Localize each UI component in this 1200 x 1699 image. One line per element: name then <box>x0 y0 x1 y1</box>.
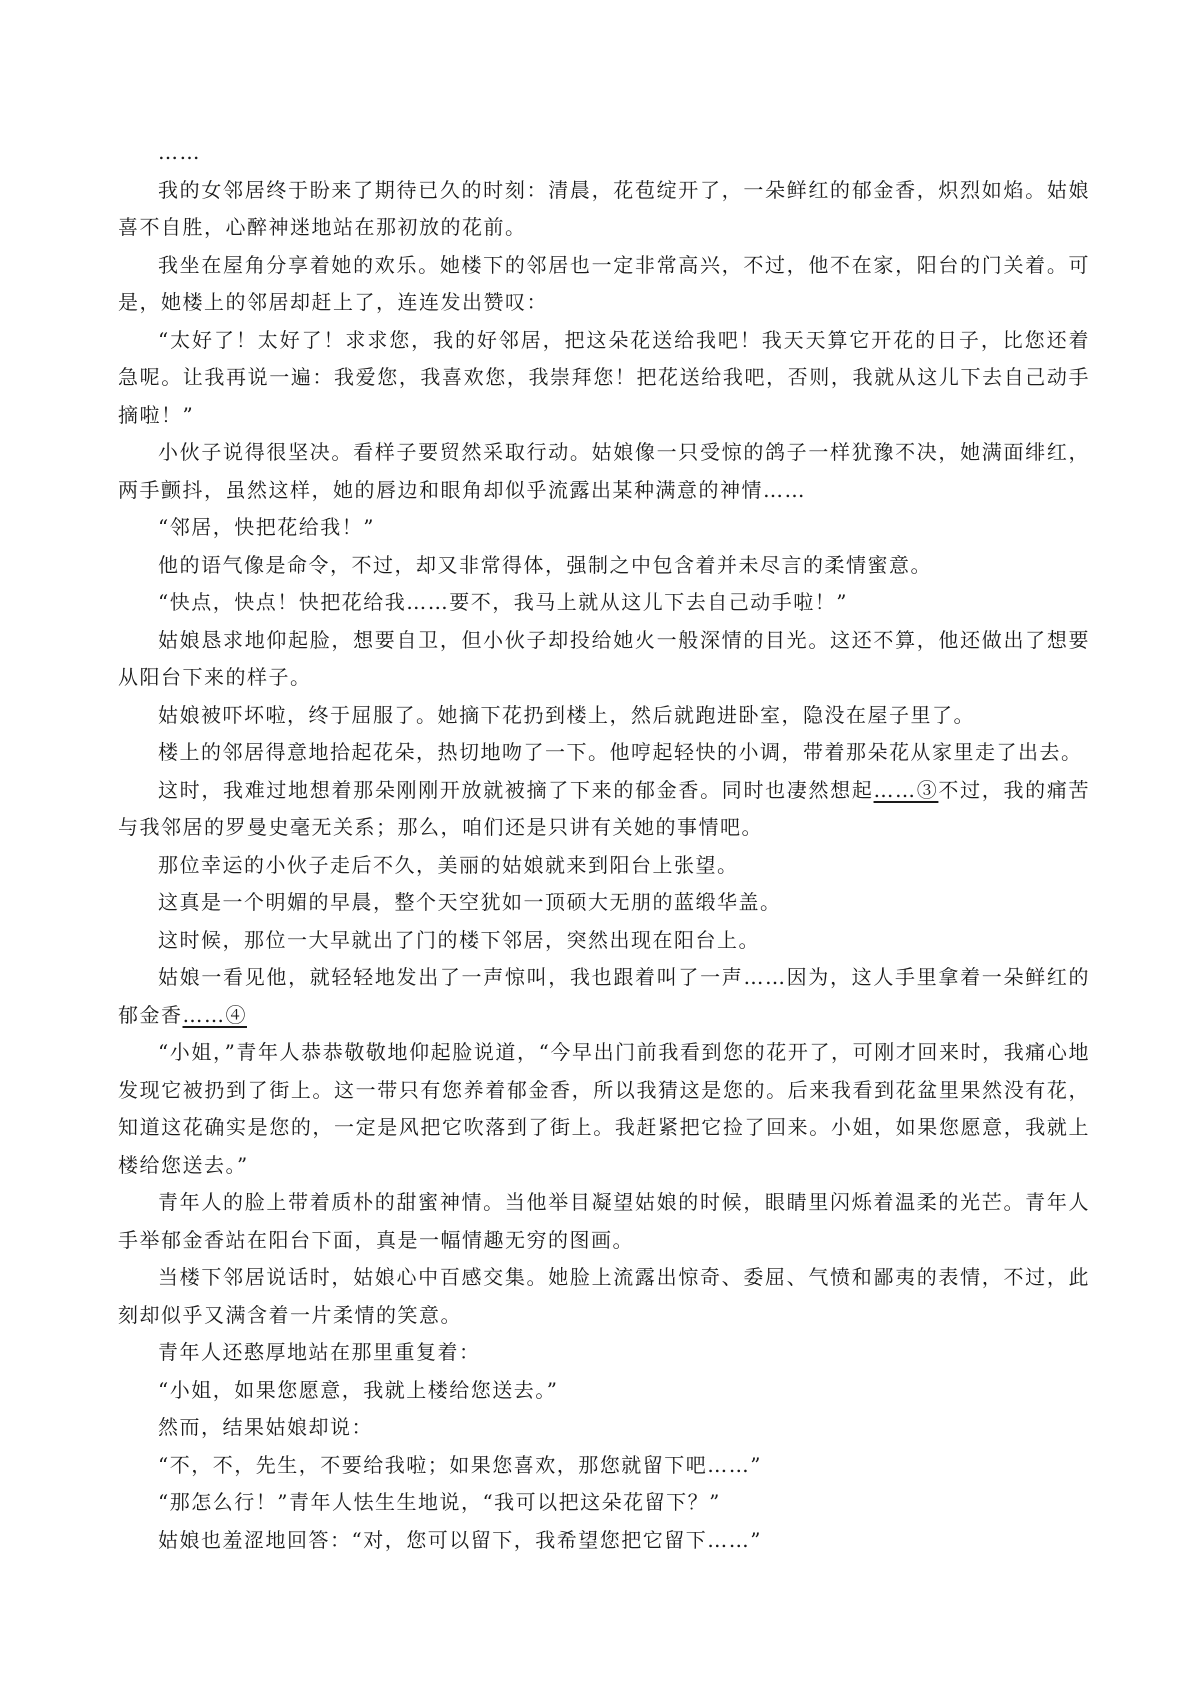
text-span: 姑娘一看见他，就轻轻地发出了一声惊叫，我也跟着叫了一声……因为，这人手里拿着一朵鲜红的郁金香 <box>118 965 1090 1027</box>
paragraph: 楼上的邻居得意地拾起花朵，热切地吻了一下。他哼起轻快的小调，带着那朵花从家里走了出去。 <box>158 740 1083 764</box>
article-body <box>118 134 1090 1559</box>
paragraph: 青年人还憨厚地站在那里重复着： <box>158 1340 481 1364</box>
paragraph: 姑娘恳求地仰起脸，想要自卫，但小伙子却投给她火一般深情的目光。这还不算，他还做出了想要从阳台下来的样子。 <box>118 627 1090 689</box>
text-span: 这时，我难过地想着那朵刚刚开放就被摘了下来的郁金香。同时也凄然想起 <box>158 777 874 802</box>
paragraph: 这时候，那位一大早就出了门的楼下邻居，突然出现在阳台上。 <box>158 927 760 952</box>
paragraph: 然而，结果姑娘却说： <box>158 1415 373 1439</box>
paragraph <box>118 772 1090 847</box>
paragraph: “那怎么行！”青年人怯生生地说，“我可以把这朵花留下？” <box>158 1490 721 1514</box>
paragraph: 我的女邻居终于盼来了期待已久的时刻：清晨，花苞绽开了，一朵鲜红的郁金香，炽烈如焰。姑娘喜不自胜，心醉神迷地站在那初放的花前。 <box>118 177 1090 239</box>
question-marker-4: ……④ <box>182 1002 247 1027</box>
paragraph: 当楼下邻居说话时，姑娘心中百感交集。她脸上流露出惊奇、委屈、气愤和鄙夷的表情，不过，此刻却似乎又满含着一片柔情的笑意。 <box>118 1265 1090 1327</box>
paragraph: 小伙子说得很坚决。看样子要贸然采取行动。姑娘像一只受惊的鸽子一样犹豫不决，她满面绯红，两手颤抖，虽然这样，她的唇边和眼角却似乎流露出某种满意的神情…… <box>118 440 1090 502</box>
paragraph: “快点，快点！快把花给我……要不，我马上就从这儿下去自己动手啦！” <box>158 590 848 614</box>
paragraph: 青年人的脸上带着质朴的甜蜜神情。当他举目凝望姑娘的时候，眼睛里闪烁着温柔的光芒。青年人手举郁金香站在阳台下面，真是一幅情趣无穷的图画。 <box>118 1190 1090 1252</box>
paragraph: “小姐，如果您愿意，我就上楼给您送去。” <box>158 1377 559 1402</box>
paragraph: “太好了！太好了！求求您，我的好邻居，把这朵花送给我吧！我天天算它开花的日子，比您还着急呢。让我再说一遍：我爱您，我喜欢您，我崇拜您！把花送给我吧，否则，我就从这儿下去自己动手摘啦！” <box>118 327 1090 427</box>
text-span: 不过，我的痛苦与我邻居的罗曼史毫无关系；那么，咱们还是只讲有关她的事情吧。 <box>118 777 1091 839</box>
paragraph: 那位幸运的小伙子走后不久，美丽的姑娘就来到阳台上张望。 <box>158 852 739 877</box>
ellipsis-line: …… <box>158 140 201 164</box>
paragraph: “小姐，”青年人恭恭敬敬地仰起脸说道，“今早出门前我看到您的花开了，可刚才回来时，我痛心地发现它被扔到了街上。这一带只有您养着郁金香，所以我猜这是您的。后来我看到花盆里果然没有花，知道这花确实是您的，一定是风把它吹落到了街上。我赶紧把它捡了回来。小姐，如果您愿意，我就上楼给您送去。” <box>118 1040 1090 1177</box>
paragraph: 姑娘也羞涩地回答：“对，您可以留下，我希望您把它留下……” <box>158 1527 762 1552</box>
question-marker-3: ……③ <box>873 777 939 802</box>
paragraph: 他的语气像是命令，不过，却又非常得体，强制之中包含着并未尽言的柔情蜜意。 <box>158 552 932 577</box>
paragraph: 姑娘被吓坏啦，终于屈服了。她摘下花扔到楼上，然后就跑进卧室，隐没在屋子里了。 <box>158 702 975 727</box>
paragraph: 我坐在屋角分享着她的欢乐。她楼下的邻居也一定非常高兴，不过，他不在家，阳台的门关着。可是，她楼上的邻居却赶上了，连连发出赞叹： <box>118 252 1090 314</box>
paragraph: “不，不，先生，不要给我啦；如果您喜欢，那您就留下吧……” <box>158 1452 762 1477</box>
paragraph: 这真是一个明媚的早晨，整个天空犹如一顶硕大无朋的蓝缎华盖。 <box>158 890 782 914</box>
paragraph: “邻居，快把花给我！” <box>158 515 375 539</box>
paragraph <box>118 959 1090 1034</box>
